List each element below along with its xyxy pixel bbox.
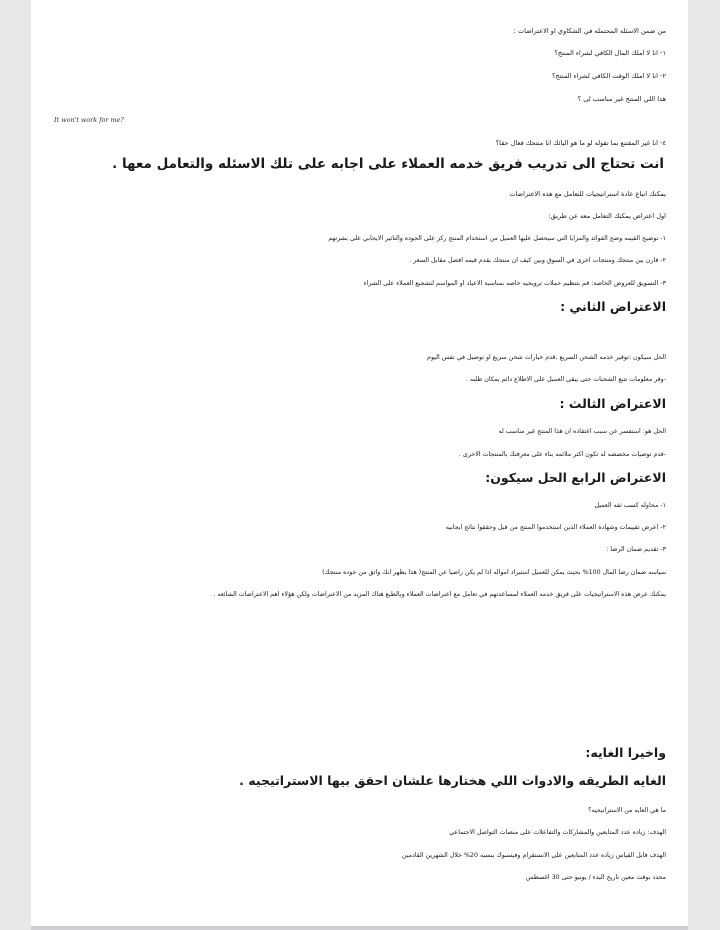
intro-text: من ضمن الاسئله المحتمله في الشكاوي او الاعتراضات :	[513, 27, 666, 35]
first-objection-intro: اول اعتراض يمكنك التعامل معه عن طريق:	[548, 212, 666, 220]
goal-point-2: الهدف: زياده عدد المتابعين والمشاركات والتفاعلات على منصات التواصل الاجتماعي	[449, 829, 666, 836]
question-3: هذا اللي المنتج غير مناسب لى ؟	[577, 95, 666, 103]
goal-point-4: محدد بوقت معين تاريخ البدء / يونيو حتى 30 اغسطس	[525, 874, 666, 881]
fourth-point-5: يمكنك عرض هذه الاستراتيجيات على فريق خدمه العملاء لمساعدتهم في تعامل مع اعتراضات العملاء وبالطبع هناك المزيد من الاعتراضات ولكن هؤلاء اهم الاعتراضات الشائعه .	[213, 591, 666, 598]
english-note: It won't work for me?	[54, 116, 124, 124]
third-point-1: الحل هو: استفسر عن سبب اعتقاده ان هذا المنتج غير مناسب له	[498, 428, 666, 435]
second-objection-heading: الاعتراض الثاني :	[560, 299, 666, 314]
fourth-point-3: ٣- تقديم ضمان الرضا :	[606, 546, 666, 553]
fourth-point-2: ٢- اعرض تقييمات وشهادة العملاء الذين استخدموا المنتج من قبل وحققوا نتائج ايجابيه	[445, 524, 666, 531]
first-point-2: ٢- قارن بين منتجك ومنتجات اخرى في السوق وبين كيف ان منتجك يقدم قيمه افضل مقابل السعر .	[409, 257, 666, 264]
third-objection-heading: الاعتراض الثالث :	[559, 396, 666, 411]
goal-heading: الغايه الطريقه والادوات اللي هختارها علشان احقق بيها الاستراتيجيه .	[239, 773, 666, 788]
finally-heading: واخيرا الغايه:	[585, 745, 666, 760]
fourth-point-4: سياسه ضمان رضا المال 100% بحيث يمكن للعميل استيراد امواله اذا لم يكن راضيا عن المنتج( هذا يظهر انك واثق من جوده منتجك)	[322, 569, 666, 576]
second-point-2: -وفر معلومات تتبع الشحنات حتى يبقى العميل على الاطلاع دائم بمكان طلبه .	[465, 376, 666, 383]
goal-point-3: الهدف قابل القياس زياده عدد المتابعين على الانستقرام وفيسبوك بنسبه 20% خلال الشهرين القادمين	[401, 852, 666, 859]
page-bottom-edge	[31, 926, 688, 930]
document-page	[31, 0, 688, 928]
fourth-objection-heading: الاعتراض الرابع الحل سيكون:	[485, 470, 666, 485]
question-1: ١- انا لا املك المال الكافي لشراء المنتج؟	[554, 49, 666, 57]
goal-point-1: ما هي الغايه من الاستراتيجيه؟	[588, 807, 666, 814]
fourth-point-1: ١- محاوله كسب ثقه العميل	[594, 502, 666, 509]
question-4: ٤- انا غير المقتنع بما تقوله لو ما هو اليائك انا منتجك فعال حقا؟	[495, 139, 666, 147]
third-point-2: -قدم توصيات مخصصه له تكون اكثر ملائمه بناء على معرفتك بالمنتجات الاخرى .	[458, 451, 666, 458]
question-2: ٢- انا لا املك الوقت الكافي لشراء المنتج؟	[551, 72, 666, 80]
main-heading: انت تحتاج الى تدريب فريق خدمه العملاء على اجابه على تلك الاسئله والتعامل معها .	[112, 156, 664, 172]
second-point-1: الحل سيكون :توفير خدمه الشحن السريع ،قدم خيارات شحن سريع او توصيل في نفس اليوم	[427, 354, 666, 361]
strategies-intro: يمكنك اتباع عادة استراتيجيات للتعامل مع هذه الاعتراضات	[509, 190, 666, 198]
first-point-3: ٣- التسويق للعروض الخاصة: قم بتنظيم حملات ترويجيه خاصه بمناسبة الاعياد او المواسم لتشجيع العملاء على الشراء	[363, 280, 666, 287]
first-point-1: ١- توضيح القيمه وضح الفوائد والمزايا التي سيحصل عليها العميل من استخدام المنتج ركز على الجوده والتاثير الايجابي على بشرتهم	[328, 235, 666, 242]
